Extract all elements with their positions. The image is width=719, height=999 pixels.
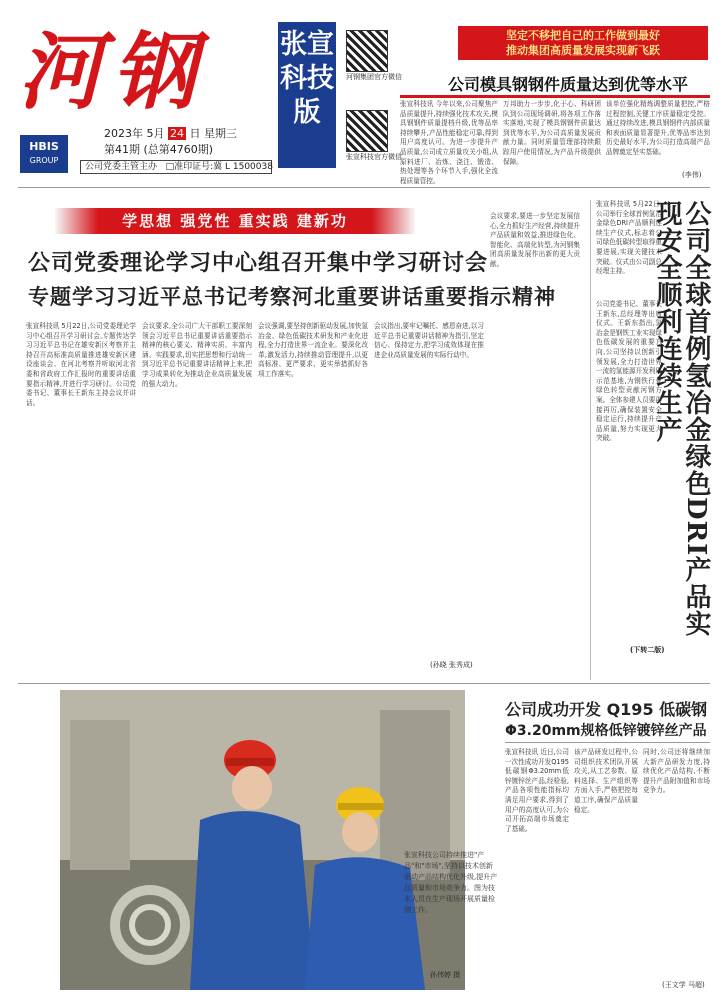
logo-main-text: HBIS [29, 140, 59, 153]
date-day: 24 [170, 127, 184, 140]
qr-code-icon [346, 110, 388, 152]
bottom-subheadline: Φ3.20mm规格低锌镀锌丝产品 [505, 723, 707, 739]
bottom-col: 张宣科技讯 近日,公司一次性成功开发Q195低碳钢Φ3.20mm低锌镀锌丝产品,经检验,产品各项性能指标均满足用户要求,得到了用户的高度认可,为公司开拓高端市场奠定了基础。 [505, 748, 569, 833]
qr-caption: 张宣科技官方微信 [346, 153, 402, 161]
title-rule [400, 95, 710, 98]
continued-note: (下转二版) [630, 646, 665, 654]
top-story-col: 万邦助力一步步,化于心、科研团队到公司现场调研,将各项工作落实落地,实现了模具钢钢件质量达到优等水平,为公司高质量发展贡献力量。同时质量管理部持续跟踪用户使用情况,为产品升级提供保障。 [503, 100, 601, 166]
issue-date [104, 125, 237, 141]
side-col: 公司党委书记、董事长王新东,总经理等出席仪式。王新东指出,氢冶金是钢铁工业实现绿色低碳发展的重要方向,公司坚持以创新引领发展,全力打造世界一流的氢能源开发利用示范基地,为钢铁行业绿色转型贡献河钢方案。全体参建人员要再接再厉,确保装置安全稳定运行,持续提升产品质量,努力实现更大突破。 [596, 300, 662, 443]
bottom-headline: 公司成功开发 Q195 低碳钢 [505, 700, 708, 719]
permit-text: □准印证号:冀 L 1500038 [165, 162, 273, 172]
slogan-line: 推动集团高质量发展实现新飞跃 [506, 44, 660, 57]
lead-col: 会议要求,全公司广大干部职工要深刻领会习近平总书记重要讲话重要指示精神的核心要义、精神实质、丰富内涵、实践要求,切实把思想和行动统一到习近平总书记重要讲话精神上来,把学习成果转化为推动企业高质量发展的强大动力。 [142, 322, 252, 388]
sponsor-bar [80, 160, 272, 174]
edition-label: 张宣科技版 [278, 22, 336, 168]
bottom-col: 同时,公司还将继续加大新产品研发力度,持续优化产品结构,不断提升产品附加值和市场竞争力。 [643, 748, 710, 795]
lead-col: 会议指出,要牢记嘱托、感恩奋进,以习近平总书记重要讲话精神为指引,坚定信心、保持定力,把学习成效体现在推进企业高质量发展的实际行动中。 [374, 322, 484, 359]
qr-caption: 河钢集团官方微信 [346, 73, 402, 81]
logo-sub-text: GROUP [29, 156, 59, 165]
section-divider [18, 683, 710, 684]
section-divider [18, 187, 710, 188]
qr-block-company [346, 110, 402, 162]
side-col: 张宣科技讯 5月22日,公司举行全球首例氢冶金绿色DRI产品顺利连续生产仪式,标志着公司绿色低碳转型取得重要进展,实现关键技术突破。仪式由公司副总经理主持。 [596, 200, 662, 276]
slogan-banner-main: 学思想 强党性 重实践 建新功 [55, 208, 415, 234]
photo-caption: 张宣科技公司持续推进"产品"和"市场",坚持以技术创新驱动产品结构优化升级,提升产品质量和市场竞争力。图为技术人员在生产现场开展质量检测工作。 [404, 851, 498, 914]
side-headline: 公司全球首例氢冶金绿色DRI产品实现安全顺利连续生产 [652, 200, 711, 638]
top-story-col: 该单位强化精炼调整质量把控,严格过程控制,关键工序质量稳定受控。通过持续改进,模具钢钢件内部质量和表面质量显著提升,优等品率达到历史最好水平,为公司打造高端产品品牌奠定坚实基础。 [606, 100, 710, 156]
photo-credit: 孙伟婷 摄 [430, 971, 461, 979]
lead-col: 会议要求,要进一步坚定发展信心,全力抓好生产经营,持续提升产品质量和效益,推进绿色化、智能化、高端化转型,为河钢集团高质量发展作出新的更大贡献。 [490, 212, 580, 268]
byline: (王文学 马超) [662, 981, 705, 989]
byline: (孙晓 张秀成) [430, 661, 473, 669]
slogan-banner [458, 26, 708, 60]
issue-number: 第41期 (总第4760期) [104, 143, 214, 156]
lead-col: 会议强调,要坚持创新驱动发展,加快氢冶金、绿色低碳技术研发和产业化进程,全力打造世界一流企业。要深化改革,激发活力,持续推动管理提升,以更高标准、更严要求、更实举措抓好各项工作落实。 [258, 322, 368, 378]
date-prefix: 2023年 5月 [104, 127, 165, 140]
top-story-col: 张宣科技讯 今年以来,公司聚焦产品质量提升,持续强化技术攻关,模具钢钢件质量提档升级,优等品率持续攀升,产品性能稳定可靠,得到用户高度认可。为进一步提升产品质量,公司成立质量攻关小组,从原料进厂、冶炼、浇注、锻造、热处理等各个环节入手,强化全流程质量管控。 [400, 100, 498, 185]
bottom-col: 该产品研发过程中,公司组织技术团队开展攻关,从工艺参数、原料选择、生产组织等方面入手,严格把控每道工序,确保产品质量稳定。 [574, 748, 638, 814]
title-rule [505, 742, 710, 743]
sponsor-text: 公司党委主管主办 [85, 162, 158, 172]
lead-subheadline: 专题学习习近平总书记考察河北重要讲话重要指示精神 [28, 284, 556, 309]
column-divider [590, 200, 591, 680]
lead-col: 张宣科技讯 5月22日,公司党委理论学习中心组召开学习研讨会,专题传达学习习近平总书记在雄安新区考察并主持召开高标准高质量推进雄安新区建设座谈会、在河北考察并听取河北省委和省政府工作汇报时的重要讲话重要指示精神,并进行学习研讨。公司党委书记、董事长王新东主持会议并讲话。 [26, 322, 136, 407]
qr-code-icon [346, 30, 388, 72]
newspaper-masthead: 河钢 [18, 22, 207, 121]
byline: (李伟) [682, 171, 702, 179]
hbis-logo [20, 135, 68, 173]
top-story-title: 公司模具钢钢件质量达到优等水平 [448, 75, 689, 94]
qr-block-group [346, 30, 402, 82]
date-suffix: 日 星期三 [189, 127, 237, 140]
lead-headline: 公司党委理论学习中心组召开集中学习研讨会 [28, 250, 489, 276]
slogan-line: 坚定不移把自己的工作做到最好 [506, 29, 660, 42]
